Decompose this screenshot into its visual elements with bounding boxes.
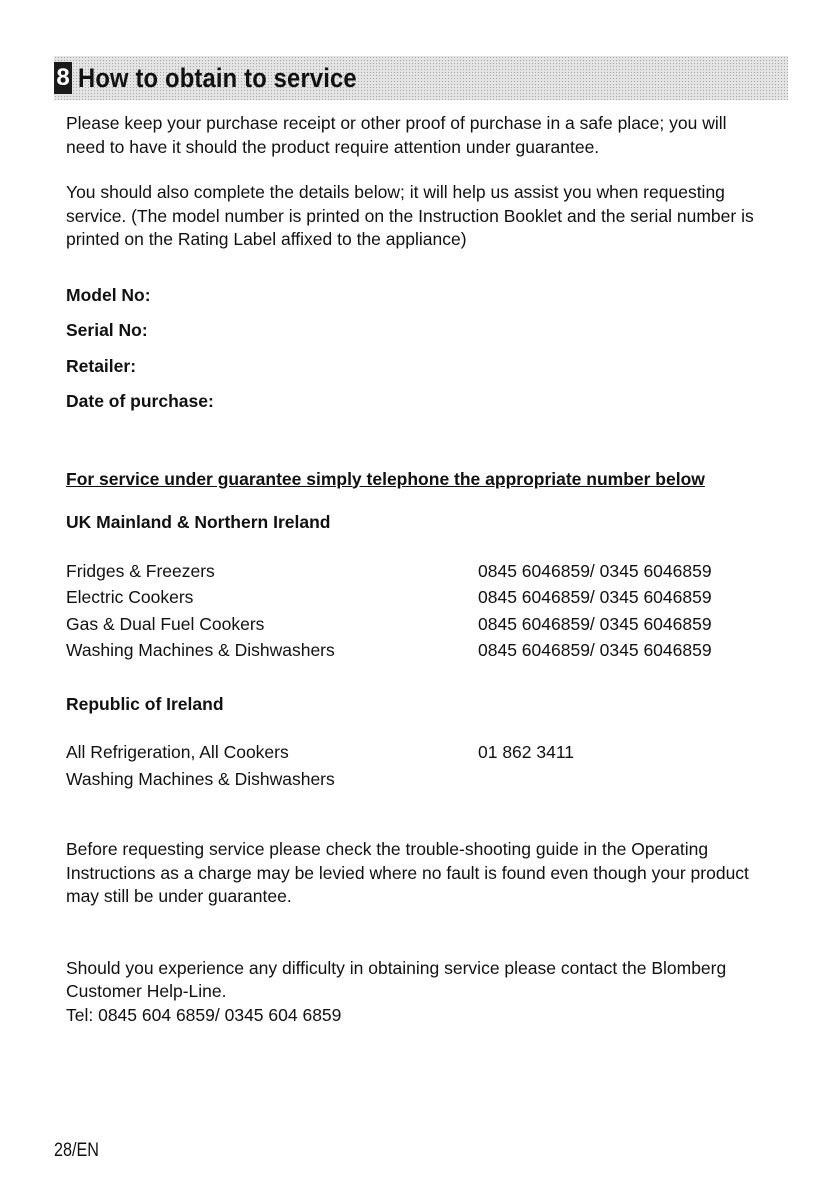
page-title: How to obtain to service [78, 63, 357, 93]
appliance-label: Gas & Dual Fuel Cookers [66, 613, 265, 634]
table-row [66, 637, 766, 664]
table-row [66, 558, 766, 585]
phone-number: 0845 6046859/ 0345 6046859 [478, 587, 712, 607]
appliance-label: All Refrigeration, All Cookers [66, 742, 289, 762]
receipt-paragraph: Please keep your purchase receipt or other proof of purchase in a safe place; you will need to have it should the product require attention under guarantee. [66, 113, 727, 157]
document-body [66, 112, 766, 1027]
details-fields [66, 284, 766, 414]
uk-region-heading: UK Mainland & Northern Ireland [66, 512, 331, 532]
help-line-paragraph: Should you experience any difficulty in obtaining service please contact the Blomberg Customer Help-Line. [66, 957, 727, 1001]
service-heading: For service under guarantee simply telephone the appropriate number below [66, 468, 705, 489]
appliance-label: Washing Machines & Dishwashers [66, 768, 335, 789]
section-header [54, 56, 788, 100]
details-paragraph: You should also complete the details below; it will help us assist you when requesting service. (The model number is printed on the Instruction Booklet and the serial number is printed on the Rating Label affixed to the appliance) [66, 182, 754, 249]
roi-service-table [66, 739, 766, 792]
table-row [66, 611, 766, 638]
uk-service-table [66, 558, 766, 664]
trouble-shooting-paragraph: Before requesting service please check the trouble-shooting guide in the Operating Instructions as a charge may be levied where no fault is found even though your product may still be under guarantee. [66, 839, 749, 906]
phone-number: 0845 6046859/ 0345 6046859 [478, 613, 712, 634]
phone-number: 0845 6046859/ 0345 6046859 [478, 560, 712, 581]
help-line-section [66, 957, 766, 1028]
appliance-label: Fridges & Freezers [66, 560, 215, 581]
section-number-badge: 8 [54, 62, 72, 94]
table-row [66, 766, 766, 793]
phone-number [478, 766, 766, 793]
table-row [66, 739, 766, 766]
help-line-telephone: Tel: 0845 604 6859/ 0345 604 6859 [66, 1004, 342, 1025]
retailer-label: Retailer: [66, 355, 137, 376]
table-row [66, 584, 766, 611]
page-number: 28/EN [54, 1140, 99, 1161]
model-no-label: Model No: [66, 284, 151, 305]
appliance-label: Electric Cookers [66, 587, 194, 607]
date-of-purchase-label: Date of purchase: [66, 391, 214, 411]
roi-region-heading: Republic of Ireland [66, 693, 224, 714]
serial-no-label: Serial No: [66, 320, 148, 340]
phone-number: 0845 6046859/ 0345 6046859 [478, 640, 712, 660]
appliance-label: Washing Machines & Dishwashers [66, 640, 335, 660]
phone-number: 01 862 3411 [478, 742, 575, 762]
